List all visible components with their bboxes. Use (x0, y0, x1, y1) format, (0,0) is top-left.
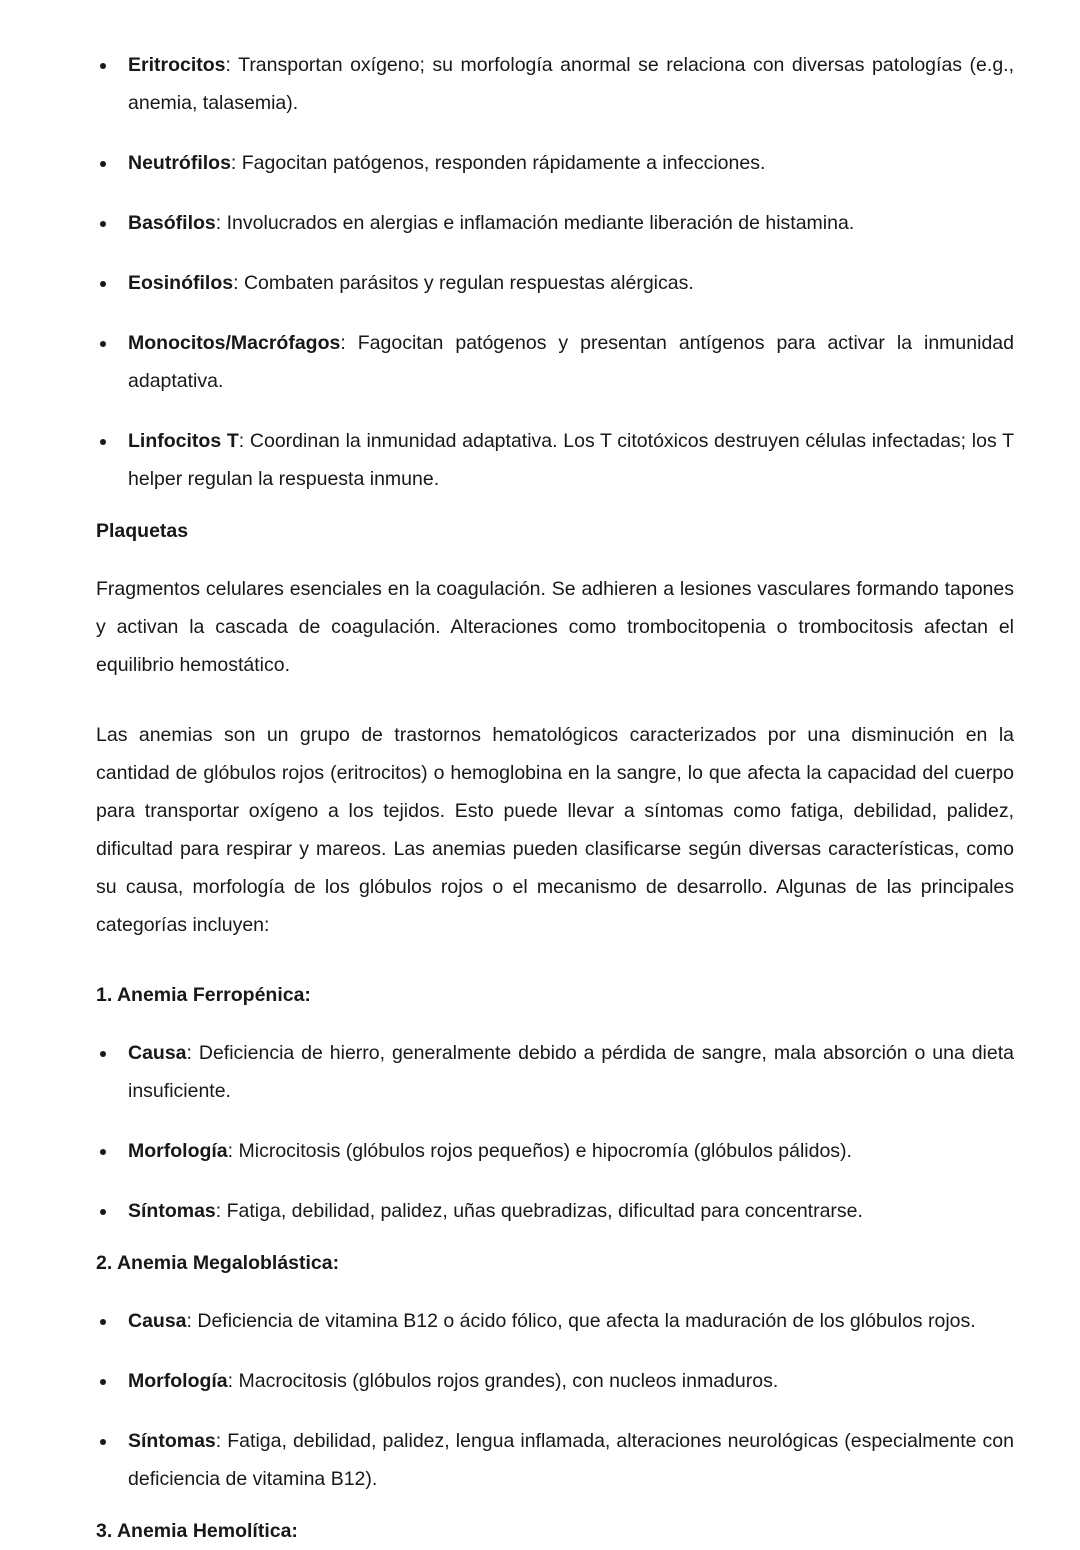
list-item-separator: : (186, 1310, 198, 1332)
list-item (96, 1192, 1014, 1230)
list-item-term: Morfología (128, 1370, 228, 1392)
anemias-intro-paragraph: Las anemias son un grupo de trastornos hematológicos caracterizados por una disminución en la cantidad de glóbulos rojos (eritrocitos) o hemoglobina en la sangre, lo que afecta la capacidad del cuerpo para transportar oxígeno a los tejidos. Esto puede llevar a síntomas como fatiga, debilidad, palidez, dificultad para respirar y mareos. Las anemias pueden clasificarse según diversas características, como su causa, morfología de los glóbulos rojos o el mecanismo de desarrollo. Algunas de las principales categorías incluyen: (96, 724, 1014, 936)
list-item-term: Eritrocitos (128, 54, 226, 76)
anemia-ferropenica-heading: 1. Anemia Ferropénica: (96, 984, 311, 1006)
list-item-text: Macrocitosis (glóbulos rojos grandes), con nucleos inmaduros. (238, 1370, 779, 1392)
list-item (96, 204, 1014, 242)
list-item-text: Fatiga, debilidad, palidez, uñas quebradizas, dificultad para concentrarse. (226, 1200, 863, 1222)
list-item (96, 144, 1014, 182)
list-item (96, 324, 1014, 400)
list-item-text: Deficiencia de hierro, generalmente debido a pérdida de sangre, mala absorción o una dieta insuficiente. (128, 1042, 1014, 1102)
list-item (96, 422, 1014, 498)
list-item-text: Fatiga, debilidad, palidez, lengua inflamada, alteraciones neurológicas (especialmente con deficiencia de vitamina B12). (128, 1430, 1014, 1490)
plaquetas-paragraph: Fragmentos celulares esenciales en la coagulación. Se adhieren a lesiones vasculares formando tapones y activan la cascada de coagulación. Alteraciones como trombocitopenia o trombocitosis afectan el equilibrio hemostático. (96, 578, 1014, 676)
list-item-separator: : (238, 430, 250, 452)
list-item-text: Fagocitan patógenos, responden rápidamente a infecciones. (241, 152, 766, 174)
list-item-separator: : (227, 1140, 239, 1162)
spacer (96, 966, 1014, 976)
list-item-separator: : (340, 332, 358, 354)
list-item-term: Linfocitos T (128, 430, 239, 452)
list-item-text: Combaten parásitos y regulan respuestas alérgicas. (243, 272, 694, 294)
list-item-text: Fagocitan patógenos y presentan antígenos para activar la inmunidad adaptativa. (128, 332, 1014, 392)
list-item (96, 1132, 1014, 1170)
spacer (96, 1230, 1014, 1244)
list-item-separator: : (186, 1042, 199, 1064)
spacer (96, 498, 1014, 512)
list-item (96, 1302, 1014, 1340)
document-body (96, 46, 1014, 1550)
list-item (96, 1362, 1014, 1400)
plaquetas-heading: Plaquetas (96, 520, 189, 542)
spacer (96, 706, 1014, 716)
list-item-term: Monocitos/Macrófagos (128, 332, 341, 354)
list-item-text: Transportan oxígeno; su morfología anormal se relaciona con diversas patologías (e.g., anemia, talasemia). (128, 54, 1014, 114)
list-item (96, 1034, 1014, 1110)
list-item-text: Microcitosis (glóbulos rojos pequeños) e hipocromía (glóbulos pálidos). (238, 1140, 852, 1162)
list-item-term: Neutrófilos (128, 152, 231, 174)
list-item-separator: : (215, 1430, 228, 1452)
list-item-term: Causa (128, 1310, 187, 1332)
list-item-separator: : (225, 54, 239, 76)
list-item (96, 264, 1014, 302)
list-item-text: Involucrados en alergias e inflamación mediante liberación de histamina. (226, 212, 855, 234)
list-item-term: Morfología (128, 1140, 228, 1162)
blood-cells-list (96, 46, 1014, 498)
anemia-ferropenica-list (96, 1034, 1014, 1230)
list-item-separator: : (230, 152, 242, 174)
list-item-separator: : (233, 272, 244, 294)
list-item-separator: : (215, 1200, 227, 1222)
list-item-term: Síntomas (128, 1430, 216, 1452)
list-item (96, 46, 1014, 122)
list-item-term: Basófilos (128, 212, 216, 234)
list-item-separator: : (215, 212, 227, 234)
anemia-megaloblastica-heading: 2. Anemia Megaloblástica: (96, 1252, 340, 1274)
list-item-term: Eosinófilos (128, 272, 234, 294)
list-item (96, 1422, 1014, 1498)
spacer (96, 1498, 1014, 1512)
anemia-megaloblastica-list (96, 1302, 1014, 1498)
list-item-text: Deficiencia de vitamina B12 o ácido fólico, que afecta la maduración de los glóbulos rojos. (197, 1310, 976, 1332)
list-item-separator: : (227, 1370, 239, 1392)
list-item-term: Causa (128, 1042, 187, 1064)
list-item-term: Síntomas (128, 1200, 216, 1222)
list-item-text: Coordinan la inmunidad adaptativa. Los T citotóxicos destruyen células infectadas; los T helper regulan la respuesta inmune. (128, 430, 1014, 490)
anemia-hemolitica-heading: 3. Anemia Hemolítica: (96, 1520, 298, 1542)
